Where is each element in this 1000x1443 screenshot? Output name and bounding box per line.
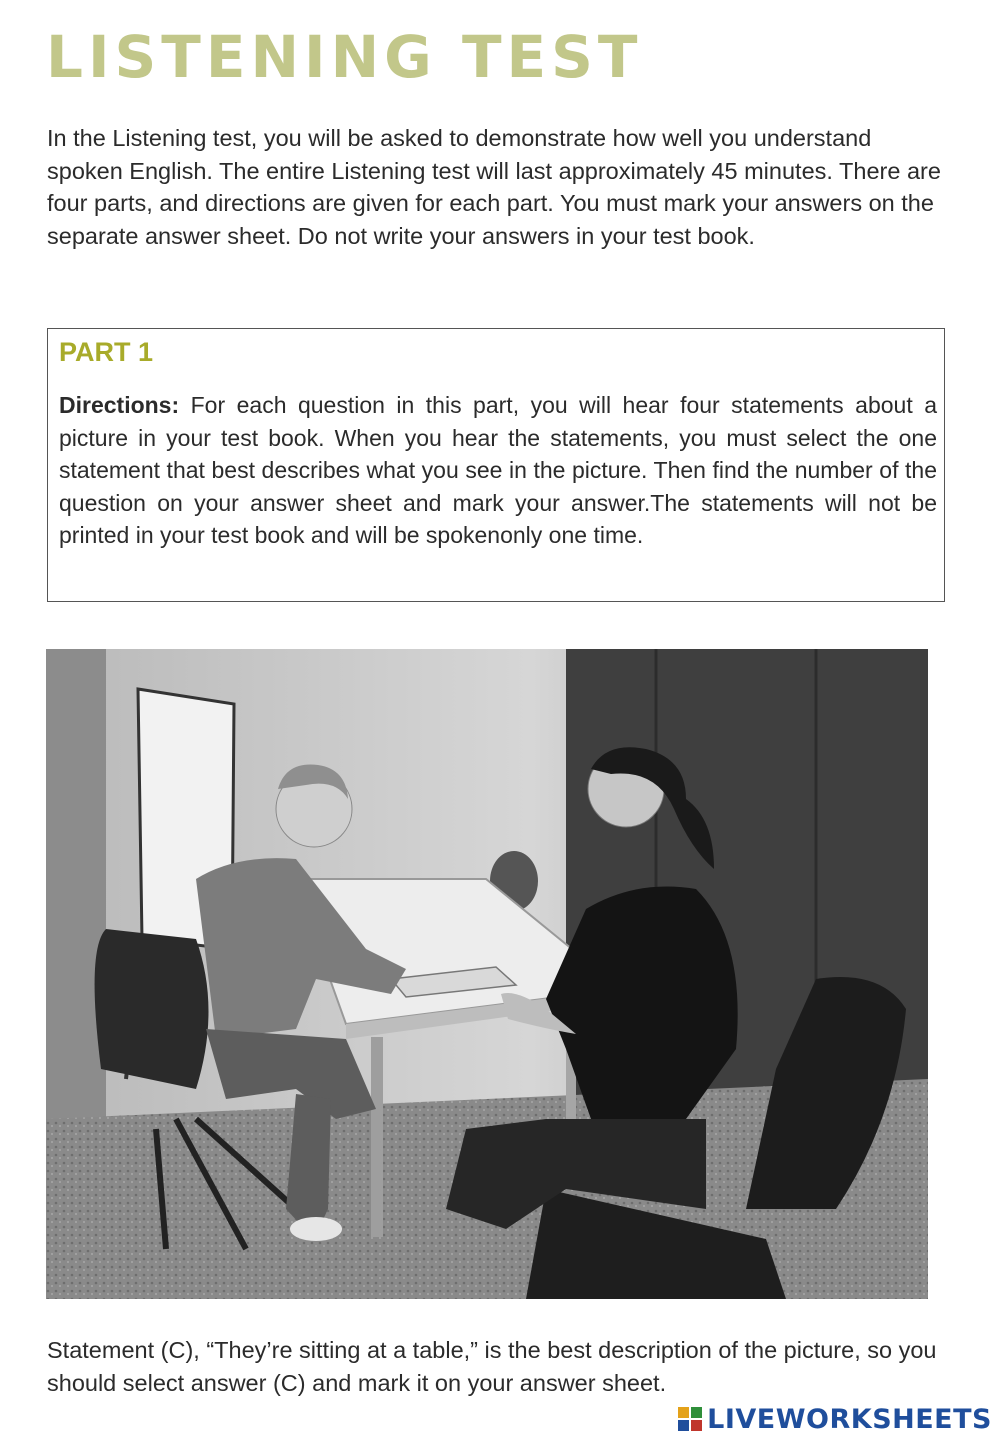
- left-wall: [46, 649, 106, 1129]
- directions-text: For each question in this part, you will hear four statements about a picture in your test book. When you hear the statements, you must select the one statement that best describes what you see in the picture. Then find the number of the question on your answer sheet and mark your answer.The statements will not be printed in your test book and will be spokenonly one time.: [59, 392, 937, 548]
- brand-name: LIVEWORKSHEETS: [707, 1403, 992, 1435]
- left-chair-back: [95, 929, 209, 1089]
- page-title: LISTENING TEST: [46, 23, 643, 91]
- example-photo: [46, 649, 928, 1299]
- part-1-box: [47, 328, 945, 602]
- directions-label: Directions:: [59, 392, 180, 418]
- intro-paragraph: In the Listening test, you will be asked to demonstrate how well you understand spoken English. The entire Listening test will last approximately 45 minutes. There are four parts, and directions are given for each part. You must mark your answers on the separate answer sheet. Do not write your answers in your test book.: [47, 125, 941, 249]
- part-1-directions: [59, 389, 937, 552]
- part-1-title: PART 1: [59, 337, 154, 367]
- caption-paragraph: Statement (C), “They’re sitting at a table,” is the best description of the picture, so you should select answer (C) and mark it on your answer sheet.: [47, 1337, 937, 1396]
- liveworksheets-logo-icon: [677, 1406, 703, 1432]
- table-leg: [371, 1037, 383, 1237]
- liveworksheets-watermark: [677, 1401, 992, 1437]
